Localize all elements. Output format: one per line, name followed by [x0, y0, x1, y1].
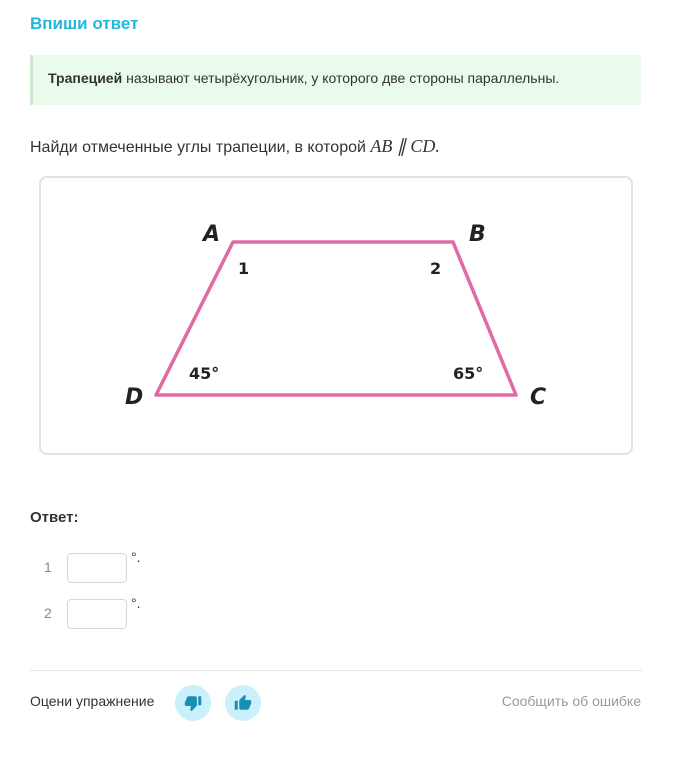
answer-unit: °. [131, 549, 141, 565]
dislike-button[interactable] [175, 685, 211, 721]
vertex-a-label: A [203, 222, 221, 247]
angle-c-label: 65° [453, 364, 484, 383]
definition-box [30, 55, 641, 105]
answer-input-2[interactable] [67, 599, 127, 629]
answer-row-number: 2 [44, 605, 52, 621]
angle-1-label: 1 [238, 259, 250, 278]
like-button[interactable] [225, 685, 261, 721]
angle-d-label: 45° [189, 364, 220, 383]
footer-divider [30, 670, 642, 671]
question-math: AB ∥ CD. [370, 136, 440, 156]
vertex-c-label: C [530, 385, 547, 410]
thumbs-down-icon [184, 694, 202, 712]
definition-text [48, 70, 559, 86]
page-title: Впиши ответ [30, 14, 139, 33]
figure-box [39, 176, 633, 455]
answer-label: Ответ: [30, 509, 79, 526]
rate-label: Оцени упражнение [30, 693, 155, 709]
definition-term: Трапецией [48, 70, 123, 86]
question-text [30, 136, 440, 157]
report-error-link[interactable]: Сообщить об ошибке [501, 693, 641, 709]
thumbs-up-icon [234, 694, 252, 712]
definition-body: называют четырёхугольник, у которого две стороны параллельны. [122, 70, 560, 86]
angle-2-label: 2 [430, 259, 442, 278]
answer-input-1[interactable] [67, 553, 127, 583]
question-body: Найди отмеченные углы трапеции, в которой [30, 139, 371, 156]
vertex-b-label: B [469, 222, 486, 247]
answer-row-number: 1 [44, 559, 52, 575]
trapezoid-figure [41, 178, 635, 457]
answer-unit: °. [131, 595, 141, 611]
vertex-d-label: D [125, 385, 144, 410]
